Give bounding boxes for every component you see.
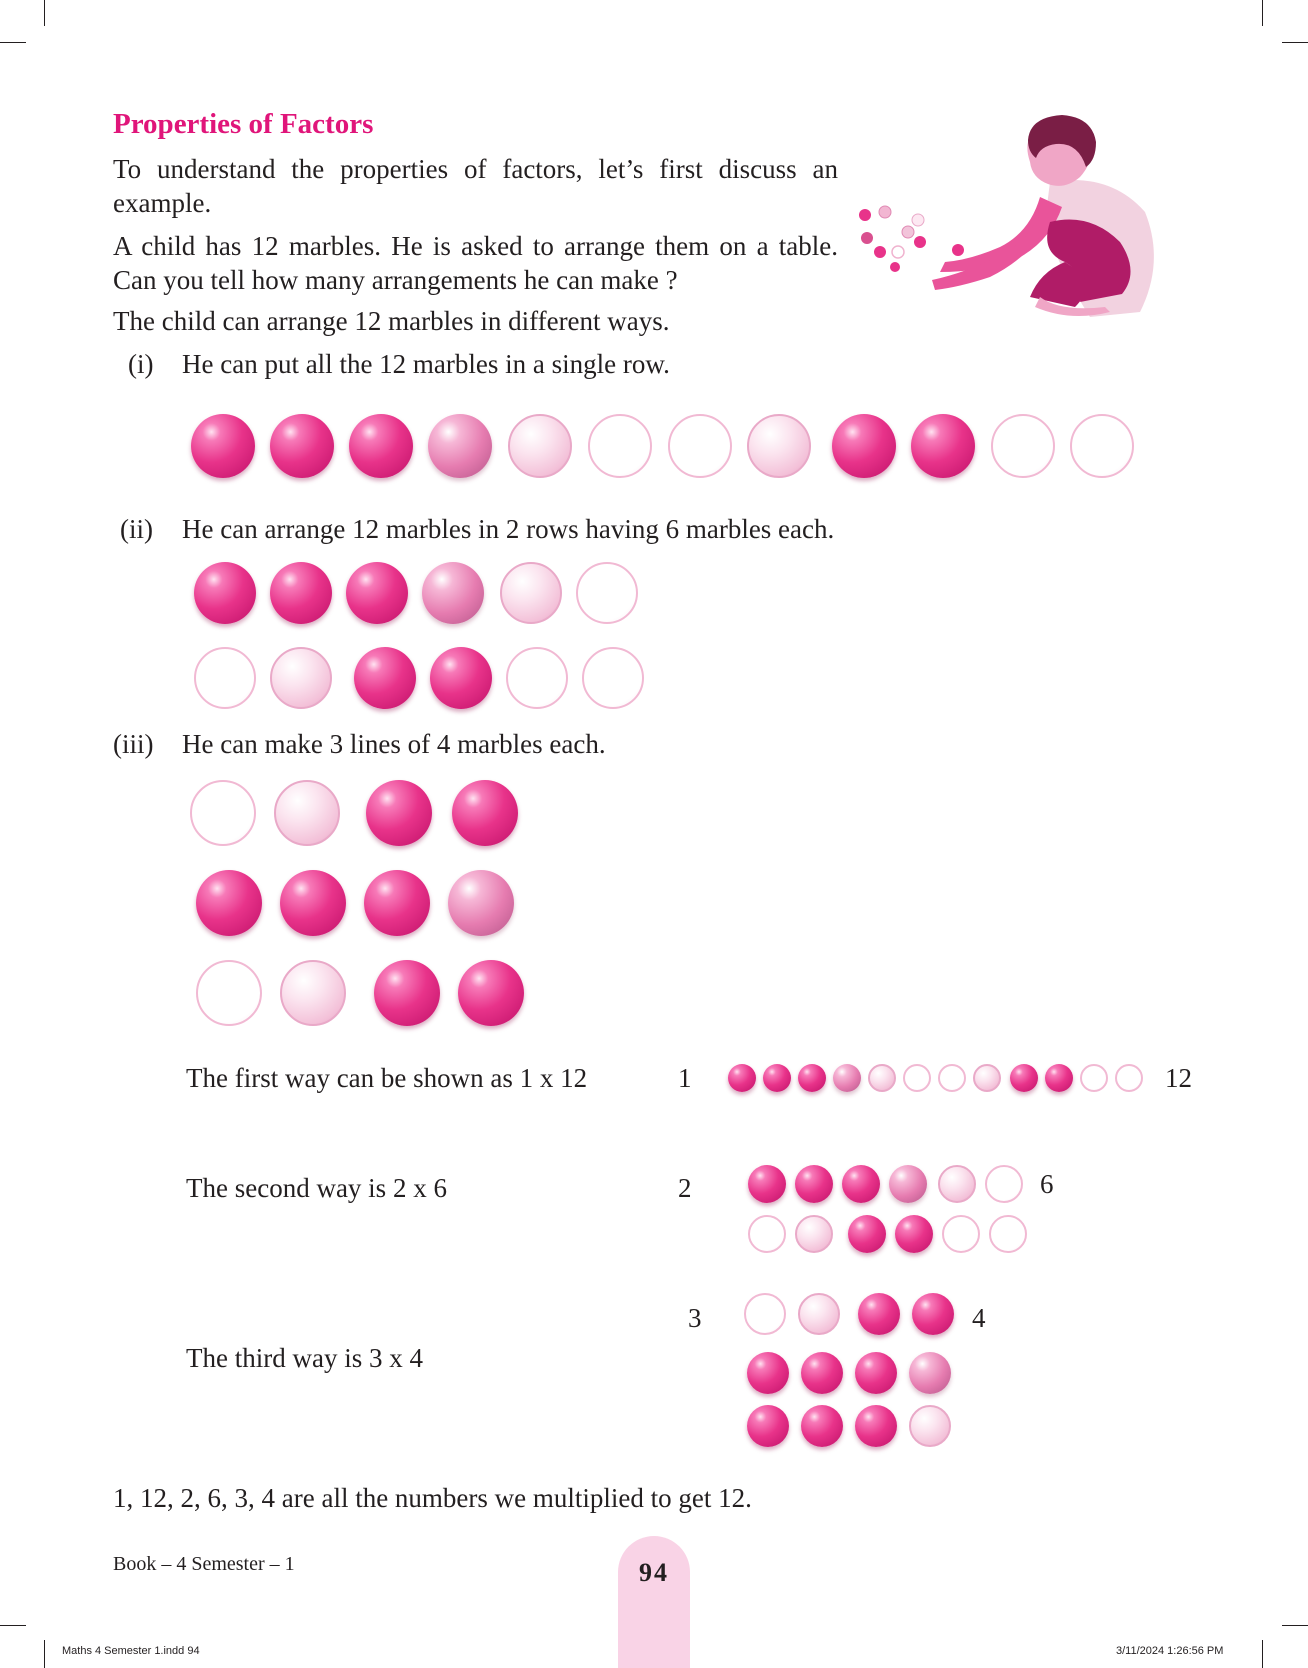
- marble: [833, 1064, 861, 1092]
- marble: [458, 960, 524, 1026]
- boy-illustration: [840, 112, 1220, 342]
- crop-mark: [1282, 1625, 1308, 1626]
- marble: [430, 647, 492, 709]
- marble: [280, 870, 346, 936]
- marble: [728, 1064, 756, 1092]
- marble: [374, 960, 440, 1026]
- marble: [801, 1405, 843, 1447]
- marble: [196, 960, 262, 1026]
- marble: [798, 1064, 826, 1092]
- marble: [508, 414, 572, 478]
- marble: [748, 1165, 786, 1203]
- marble: [1080, 1064, 1108, 1092]
- crop-mark: [1282, 42, 1308, 43]
- marble: [855, 1405, 897, 1447]
- book-label: Book – 4 Semester – 1: [113, 1553, 295, 1575]
- item-text-2: He can arrange 12 marbles in 2 rows having 6 marbles each.: [182, 514, 835, 544]
- marble: [194, 562, 256, 624]
- marble: [903, 1064, 931, 1092]
- marble: [909, 1405, 951, 1447]
- first-factor-right: 12: [1165, 1063, 1192, 1093]
- marble: [196, 870, 262, 936]
- marble: [280, 960, 346, 1026]
- marble: [842, 1165, 880, 1203]
- item-number-1: (i): [128, 349, 154, 379]
- marble: [452, 780, 518, 846]
- marble: [991, 414, 1055, 478]
- marble: [588, 414, 652, 478]
- summary-first: The first way can be shown as 1 x 12: [186, 1063, 588, 1093]
- marble: [798, 1293, 840, 1335]
- marble: [747, 414, 811, 478]
- marble: [448, 870, 514, 936]
- crop-mark: [0, 42, 26, 43]
- marble: [270, 647, 332, 709]
- page-tab: [618, 1536, 690, 1668]
- crop-mark: [44, 1640, 45, 1668]
- marble: [576, 562, 638, 624]
- marble: [832, 414, 896, 478]
- section-heading: Properties of Factors: [113, 108, 374, 140]
- slug-timestamp: 3/11/2024 1:26:56 PM: [1116, 1645, 1224, 1657]
- marble: [763, 1064, 791, 1092]
- marble: [274, 780, 340, 846]
- marble: [194, 647, 256, 709]
- marble: [354, 647, 416, 709]
- problem-paragraph: A child has 12 marbles. He is asked to arrange them on a table. Can you tell how many arrangements he can make ?: [113, 231, 838, 295]
- item-number-3: (iii): [113, 729, 154, 759]
- marble: [668, 414, 732, 478]
- marble: [500, 562, 562, 624]
- intro-paragraph: To understand the properties of factors, let’s first discuss an example.: [113, 154, 838, 218]
- slug-file: Maths 4 Semester 1.indd 94: [62, 1645, 200, 1657]
- crop-mark: [0, 1625, 26, 1626]
- marble: [1010, 1064, 1038, 1092]
- marble: [1115, 1064, 1143, 1092]
- page-number: 94: [639, 1558, 669, 1587]
- summary-third: The third way is 3 x 4: [186, 1343, 423, 1373]
- crop-mark: [1262, 0, 1263, 26]
- marble: [912, 1293, 954, 1335]
- third-factor-left: 3: [688, 1303, 702, 1333]
- marble: [191, 414, 255, 478]
- crop-mark: [44, 0, 45, 26]
- item-number-2: (ii): [120, 514, 153, 544]
- marble: [422, 562, 484, 624]
- marble: [582, 647, 644, 709]
- item-text-1: He can put all the 12 marbles in a single row.: [182, 349, 670, 379]
- marble: [858, 1293, 900, 1335]
- first-factor-left: 1: [678, 1063, 692, 1093]
- marble: [346, 562, 408, 624]
- marble: [911, 414, 975, 478]
- ways-paragraph: The child can arrange 12 marbles in different ways.: [113, 306, 670, 336]
- marble: [747, 1405, 789, 1447]
- marble: [270, 562, 332, 624]
- marble: [942, 1215, 980, 1253]
- marble: [855, 1352, 897, 1394]
- marble: [747, 1352, 789, 1394]
- marble: [428, 414, 492, 478]
- marble: [985, 1165, 1023, 1203]
- marble: [190, 780, 256, 846]
- marble: [366, 780, 432, 846]
- marble: [889, 1165, 927, 1203]
- marble: [895, 1215, 933, 1253]
- marble: [795, 1215, 833, 1253]
- marble: [748, 1215, 786, 1253]
- summary-second: The second way is 2 x 6: [186, 1173, 447, 1203]
- crop-mark: [1262, 1640, 1263, 1668]
- marble: [270, 414, 334, 478]
- marble: [364, 870, 430, 936]
- second-factor-left: 2: [678, 1173, 692, 1203]
- marble: [801, 1352, 843, 1394]
- third-factor-right: 4: [972, 1303, 986, 1333]
- marble: [989, 1215, 1027, 1253]
- item-text-3: He can make 3 lines of 4 marbles each.: [182, 729, 606, 759]
- second-factor-right: 6: [1040, 1169, 1054, 1199]
- marble: [506, 647, 568, 709]
- marble: [938, 1165, 976, 1203]
- marble: [795, 1165, 833, 1203]
- conclusion: 1, 12, 2, 6, 3, 4 are all the numbers we multiplied to get 12.: [113, 1483, 752, 1513]
- marble: [744, 1293, 786, 1335]
- marble: [1070, 414, 1134, 478]
- marble: [848, 1215, 886, 1253]
- marble: [1045, 1064, 1073, 1092]
- marble: [938, 1064, 966, 1092]
- marble: [868, 1064, 896, 1092]
- marble: [973, 1064, 1001, 1092]
- marble: [909, 1352, 951, 1394]
- marble: [349, 414, 413, 478]
